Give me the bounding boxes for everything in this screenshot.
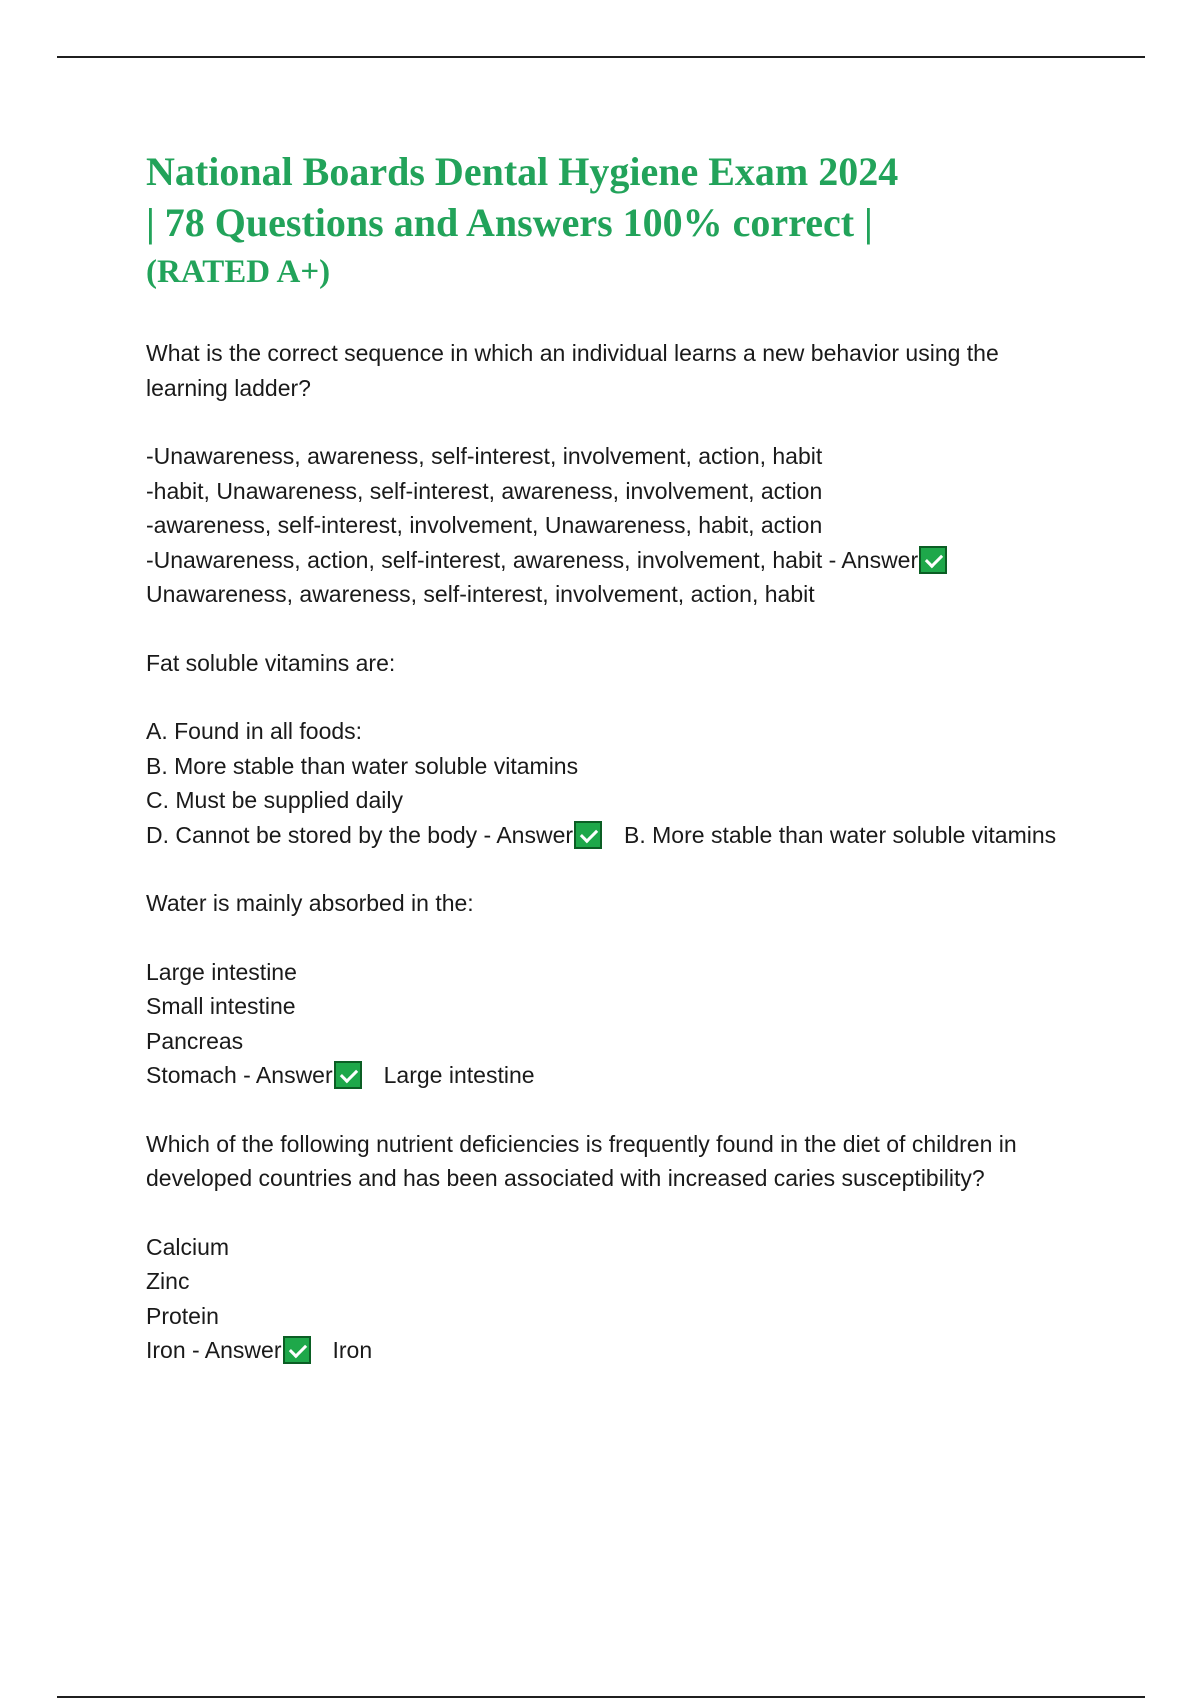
option: -Unawareness, awareness, self-interest, involvement, action, habit [146, 443, 823, 469]
checkmark-icon [574, 821, 602, 849]
option: Calcium [146, 1233, 230, 1260]
checkmark-icon [334, 1061, 362, 1089]
answer-line [146, 543, 1086, 612]
answer-line [146, 1058, 1086, 1093]
question-text: What is the correct sequence in which an individual learns a new behavior using the learning ladder? [146, 340, 999, 401]
options-list [146, 1230, 1086, 1368]
question-text: Which of the following nutrient deficiencies is frequently found in the diet of children in developed countries and has been associated with increased caries susceptibility? [146, 1130, 1017, 1191]
bottom-rule [57, 1696, 1145, 1698]
option: Protein [146, 1302, 219, 1329]
answer-line [146, 1333, 1086, 1368]
answer-text: B. More stable than water soluble vitamins [624, 821, 1057, 848]
option: A. Found in all foods: [146, 718, 363, 744]
options-list [146, 714, 1086, 852]
options-list [146, 439, 1086, 612]
qa-item [146, 1127, 1086, 1368]
answer-text: Iron [332, 1337, 373, 1363]
title-line-1: National Boards Dental Hygiene Exam 2024 [146, 149, 899, 194]
options-list [146, 955, 1086, 1093]
answer-text: Unawareness, awareness, self-interest, involvement, action, habit [146, 581, 815, 607]
qa-item [146, 336, 1086, 612]
option: C. Must be supplied daily [146, 787, 403, 813]
qa-item [146, 886, 1086, 1093]
last-option: Stomach - Answer [146, 1062, 333, 1088]
title-line-2: | 78 Questions and Answers 100% correct | [146, 200, 873, 245]
option: Small intestine [146, 993, 296, 1019]
checkmark-icon [283, 1336, 311, 1364]
answer-text: Large intestine [383, 1062, 535, 1088]
question-text: Fat soluble vitamins are: [146, 649, 396, 676]
answer-line [146, 818, 1086, 853]
last-option: D. Cannot be stored by the body - Answer [146, 821, 574, 848]
qa-item [146, 646, 1086, 853]
option: -habit, Unawareness, self-interest, awareness, involvement, action [146, 477, 823, 504]
question-text: Water is mainly absorbed in the: [146, 890, 474, 916]
top-rule [57, 56, 1145, 58]
checkmark-icon [919, 546, 947, 574]
option: Zinc [146, 1268, 190, 1294]
last-option: -Unawareness, action, self-interest, awareness, involvement, habit - Answer [146, 546, 919, 573]
title-line-3: (RATED A+) [146, 254, 331, 290]
option: Pancreas [146, 1027, 244, 1054]
last-option: Iron - Answer [146, 1337, 282, 1363]
document-title [146, 146, 1086, 294]
document-body [146, 146, 1086, 1368]
option: B. More stable than water soluble vitamins [146, 752, 579, 779]
option: Large intestine [146, 958, 297, 985]
option: -awareness, self-interest, involvement, Unawareness, habit, action [146, 512, 823, 538]
